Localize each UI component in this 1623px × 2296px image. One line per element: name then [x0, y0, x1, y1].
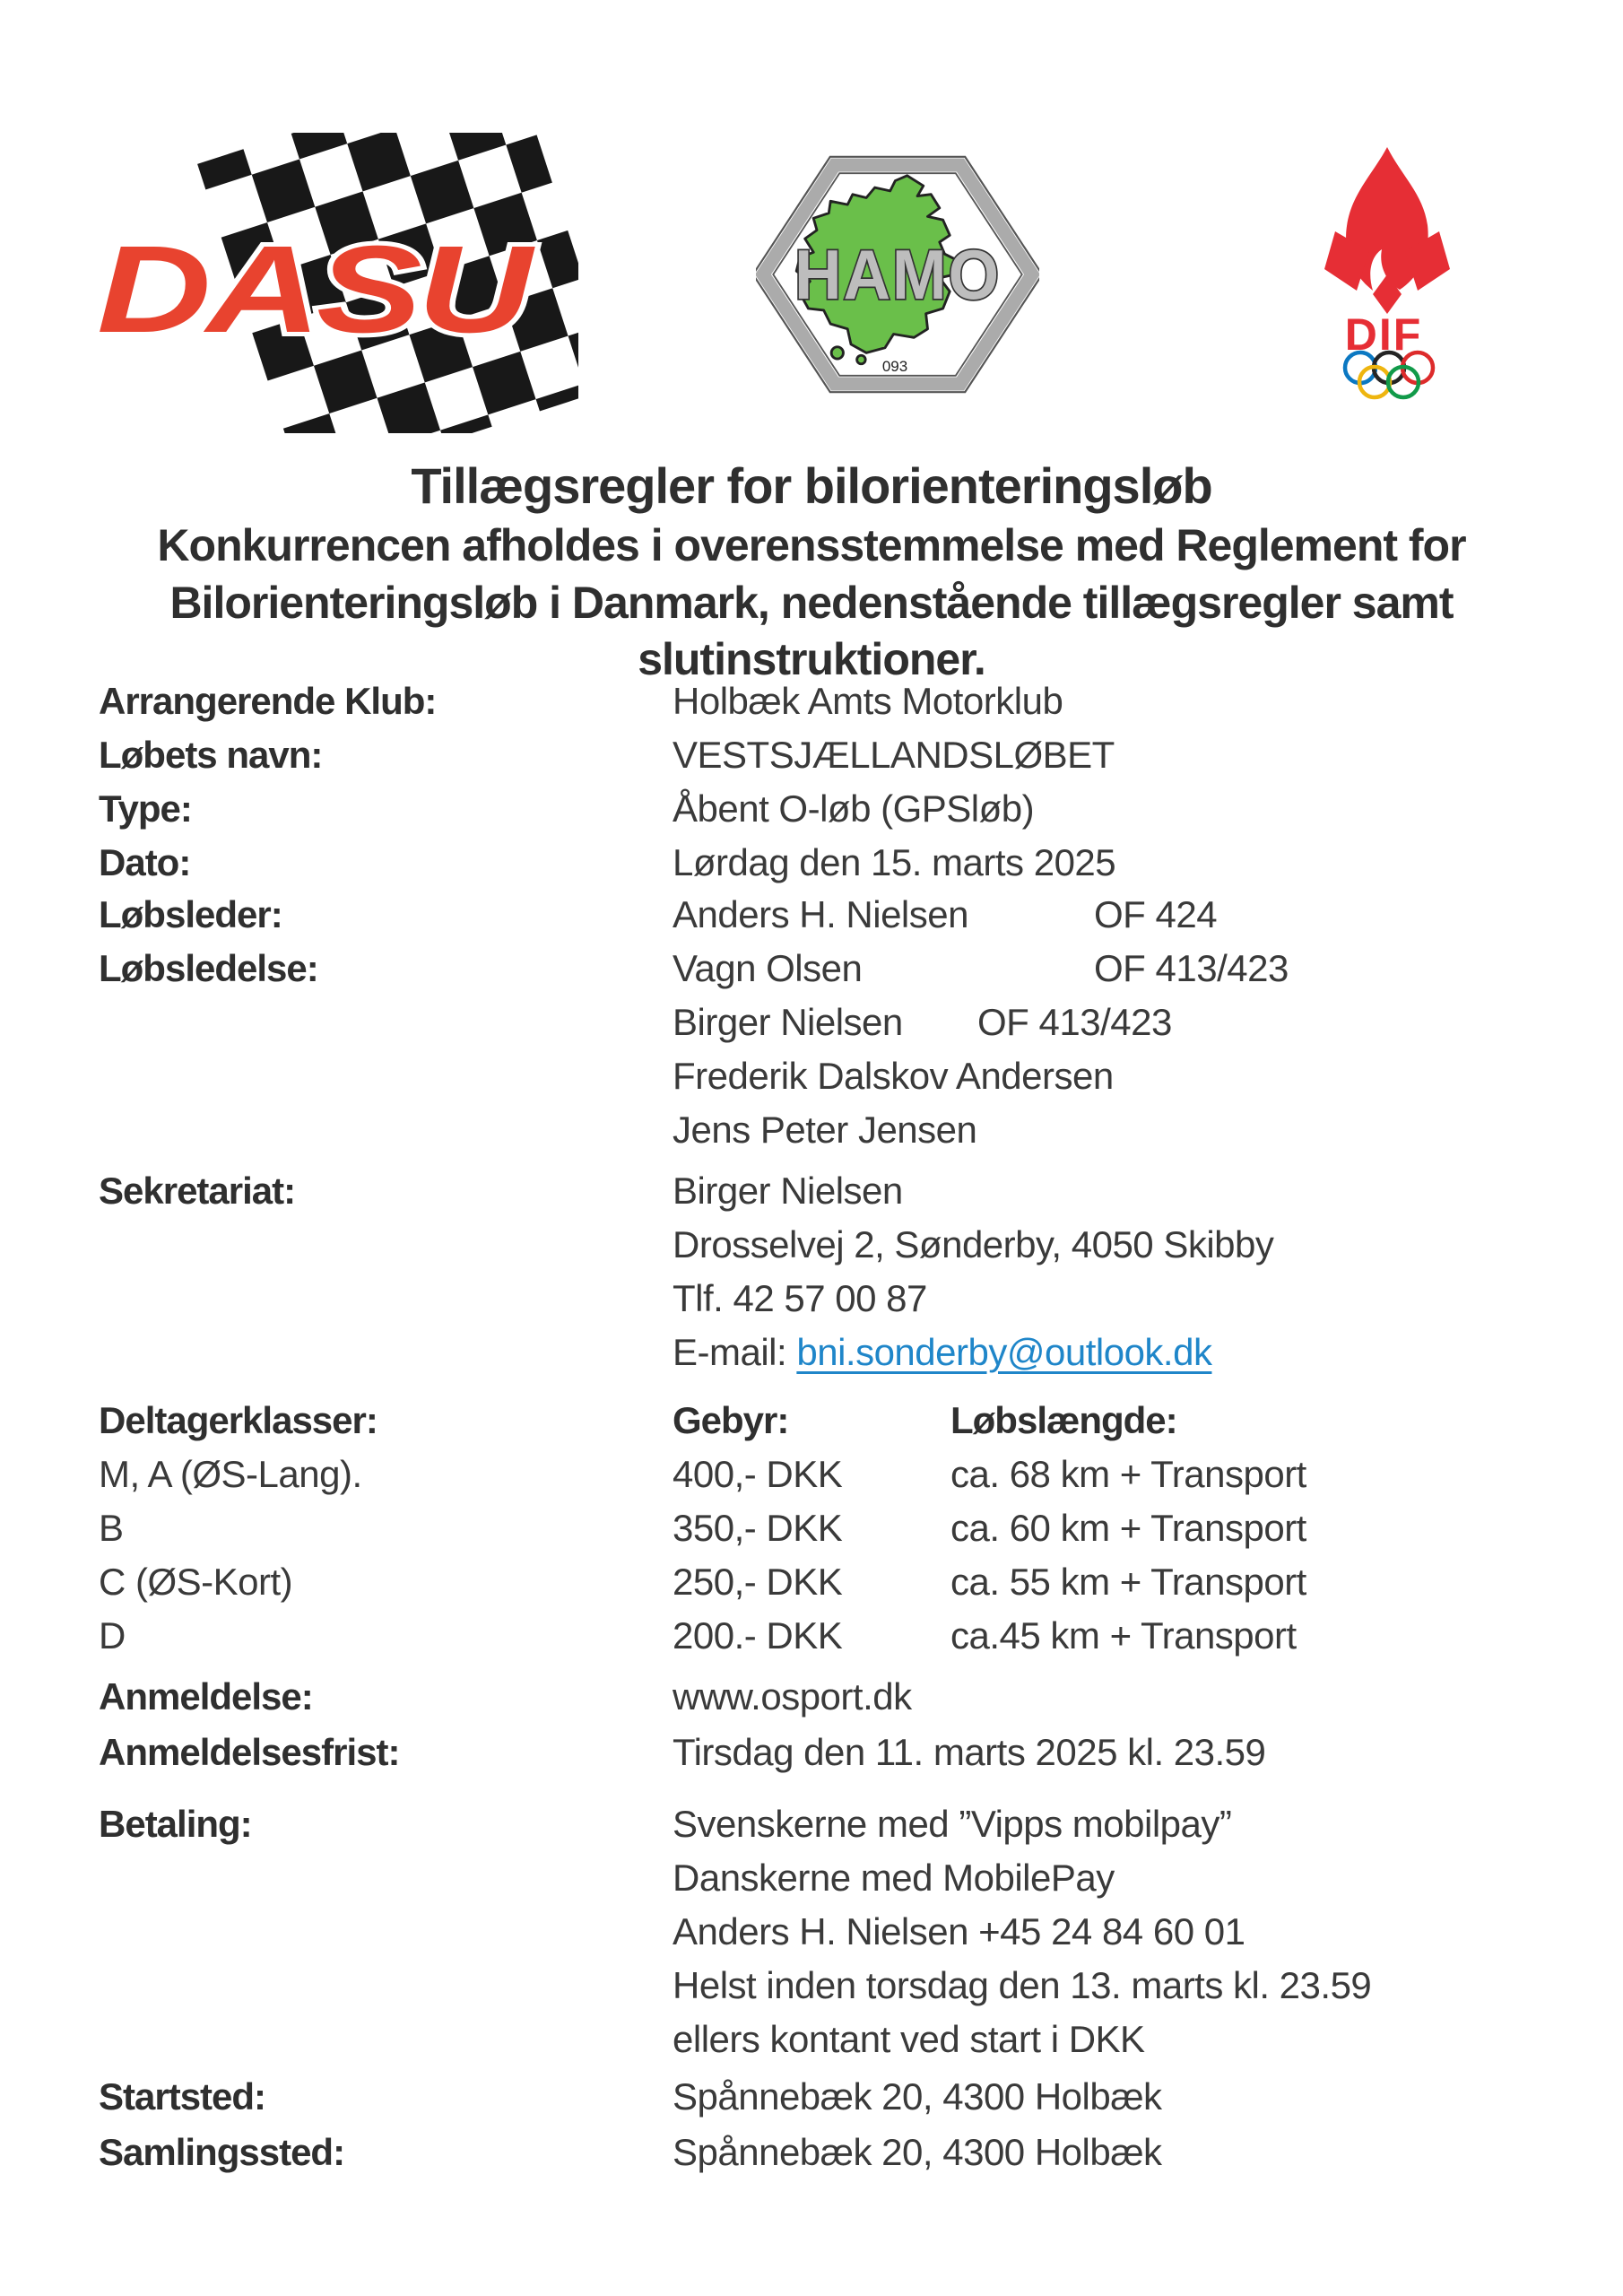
row-value: Lørdag den 15. marts 2025: [673, 841, 1116, 883]
info-row: [0, 1675, 1623, 1734]
dif-flame-icon: [1324, 147, 1450, 314]
info-row: [0, 841, 1623, 900]
page-title: Tillægsregler for bilorienteringsløb: [411, 457, 1212, 514]
row-extra: OF 413/423: [977, 1001, 1172, 1043]
row-value: Anders H. Nielsen +45 24 84 60 01: [673, 1910, 1245, 1952]
info-row: [0, 1614, 1623, 1673]
hamo-wordmark: HAMO: [794, 235, 1001, 314]
info-row: [0, 1057, 1623, 1113]
row-label: D: [99, 1614, 126, 1657]
info-row: [0, 787, 1623, 846]
row-value: ellers kontant ved start i DKK: [673, 2018, 1145, 2060]
row-value: Birger Nielsen: [673, 1001, 903, 1043]
info-row: [0, 1805, 1623, 1861]
subtitle-line-1: Konkurrencen afholdes i overensstemmelse med Reglement for: [157, 520, 1466, 570]
info-row: [0, 893, 1623, 952]
info-row: [0, 1563, 1623, 1619]
info-row: [0, 680, 1623, 738]
dif-logo: [1305, 142, 1475, 406]
row-extra: Løbslængde:: [950, 1399, 1177, 1441]
row-value: Gebyr:: [673, 1399, 789, 1441]
row-label: Samlingssted:: [99, 2131, 345, 2173]
row-value: Drosselvej 2, Sønderby, 4050 Skibby: [673, 1223, 1274, 1265]
info-row: [0, 1111, 1623, 1167]
dasu-wordmark: DASU: [97, 221, 536, 359]
row-label: Anmeldelse:: [99, 1675, 313, 1718]
info-row: [0, 947, 1623, 1005]
info-row: [0, 1001, 1623, 1059]
info-row: [0, 1731, 1623, 1789]
info-row: [0, 2018, 1623, 2076]
info-row: [0, 1172, 1623, 1228]
row-label: B: [99, 1507, 124, 1549]
row-label: Startsted:: [99, 2075, 266, 2118]
info-row: [0, 736, 1623, 792]
row-label: Betaling:: [99, 1803, 252, 1845]
subtitle-line-3: slutinstruktioner.: [638, 634, 985, 684]
row-value: Tlf. 42 57 00 87: [673, 1277, 927, 1319]
info-row: [0, 1910, 1623, 1969]
info-row: [0, 1964, 1623, 2022]
row-value: Birger Nielsen: [673, 1170, 903, 1212]
subtitle-line-2: Bilorienteringsløb i Danmark, nedenstående tillægsregler samt: [169, 578, 1454, 628]
info-row: [0, 1453, 1623, 1511]
info-row: [0, 1331, 1623, 1389]
row-value: Åbent O-løb (GPSløb): [673, 787, 1035, 830]
row-label: Løbets navn:: [99, 734, 323, 776]
row-value: 250,- DKK: [673, 1561, 843, 1603]
row-value: Spånnebæk 20, 4300 Holbæk: [673, 2075, 1162, 2118]
row-value: 350,- DKK: [673, 1507, 843, 1549]
email-link[interactable]: bni.sonderby@outlook.dk: [796, 1331, 1212, 1373]
row-extra: ca. 68 km + Transport: [950, 1453, 1306, 1495]
row-value: Anders H. Nielsen: [673, 893, 968, 935]
row-label: Dato:: [99, 841, 191, 883]
row-label: Løbsledelse:: [99, 947, 318, 989]
row-label: Sekretariat:: [99, 1170, 296, 1212]
dasu-logo: [90, 133, 578, 433]
row-value: Helst inden torsdag den 13. marts kl. 23.59: [673, 1964, 1372, 2006]
row-value: Jens Peter Jensen: [673, 1109, 977, 1151]
row-value: E-mail: bni.sonderby@outlook.dk: [673, 1331, 1212, 1373]
row-value: 200.- DKK: [673, 1614, 843, 1657]
row-label: Arrangerende Klub:: [99, 680, 437, 722]
hamo-logo: [756, 151, 1039, 398]
info-row: [0, 1859, 1623, 1915]
row-value: Frederik Dalskov Andersen: [673, 1055, 1114, 1097]
info-row: [0, 1277, 1623, 1335]
info-row: [0, 1509, 1623, 1565]
row-label: Anmeldelsesfrist:: [99, 1731, 400, 1773]
row-value: Svenskerne med ”Vipps mobilpay”: [673, 1803, 1232, 1845]
row-extra: ca.45 km + Transport: [950, 1614, 1297, 1657]
row-value: Spånnebæk 20, 4300 Holbæk: [673, 2131, 1162, 2173]
row-extra: OF 413/423: [1094, 947, 1289, 989]
row-extra: ca. 60 km + Transport: [950, 1507, 1306, 1549]
row-value: Danskerne med MobilePay: [673, 1857, 1115, 1899]
info-row: [0, 2131, 1623, 2189]
info-row: [0, 1223, 1623, 1282]
hamo-club-number: 093: [881, 358, 908, 375]
row-value: VESTSJÆLLANDSLØBET: [673, 734, 1115, 776]
row-value: Vagn Olsen: [673, 947, 863, 989]
row-label: Løbsleder:: [99, 893, 282, 935]
row-extra: ca. 55 km + Transport: [950, 1561, 1306, 1603]
info-row: [0, 2075, 1623, 2134]
row-value: Tirsdag den 11. marts 2025 kl. 23.59: [673, 1731, 1266, 1773]
row-value: Holbæk Amts Motorklub: [673, 680, 1063, 722]
row-value: 400,- DKK: [673, 1453, 843, 1495]
row-label: Deltagerklasser:: [99, 1399, 378, 1441]
row-extra: OF 424: [1094, 893, 1218, 935]
dif-wordmark: DIF: [1344, 309, 1423, 360]
row-label: Type:: [99, 787, 192, 830]
row-value: www.osport.dk: [673, 1675, 912, 1718]
row-label: C (ØS-Kort): [99, 1561, 293, 1603]
row-label: M, A (ØS-Lang).: [99, 1453, 362, 1495]
info-row: [0, 1399, 1623, 1457]
